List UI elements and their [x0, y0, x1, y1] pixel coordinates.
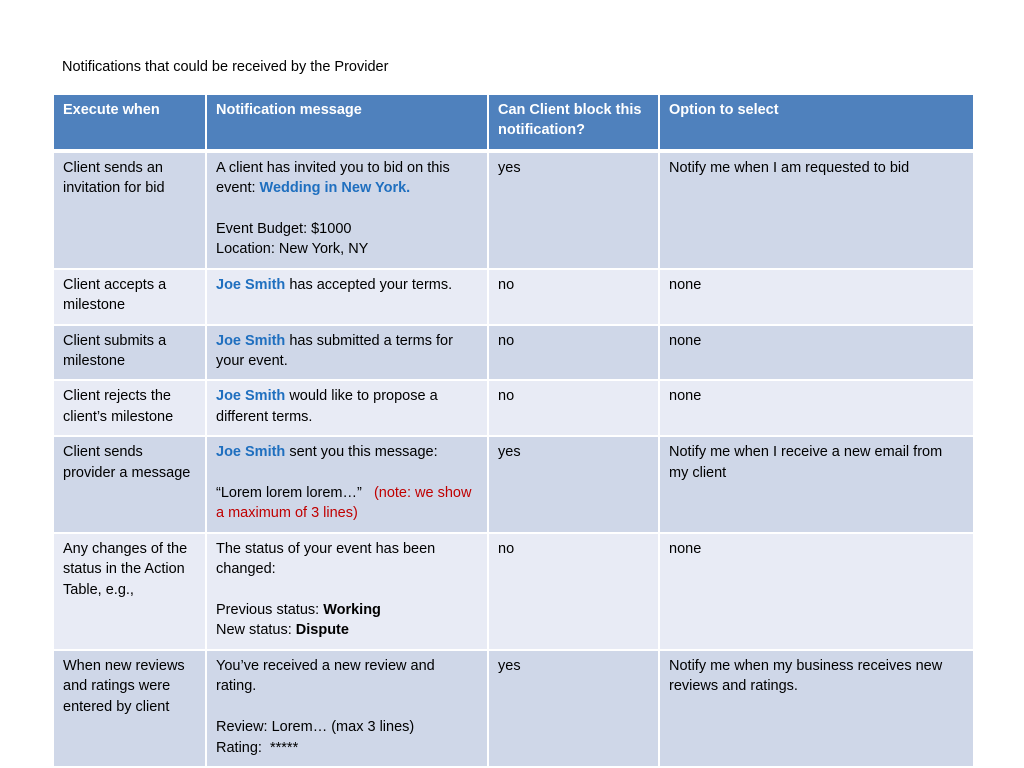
client-name-link[interactable]: Joe Smith — [216, 444, 286, 461]
header-option: Option to select — [659, 94, 974, 151]
message-text: has submitted a terms for your event. — [216, 332, 453, 370]
header-notification-message: Notification message — [206, 94, 488, 151]
client-name-link[interactable]: Joe Smith — [216, 276, 286, 293]
cell-option: none — [659, 533, 974, 650]
page-title: Notifications that could be received by the Provider — [62, 59, 389, 75]
cell-message — [206, 380, 488, 436]
cell-execute-when: Client sends an invitation for bid — [53, 151, 206, 269]
cell-option: Notify me when my business receives new reviews and ratings. — [659, 650, 974, 767]
table-row — [53, 533, 974, 650]
cell-can-block: no — [488, 533, 659, 650]
previous-status-value: Working — [323, 602, 381, 619]
cell-message — [206, 436, 488, 533]
event-link[interactable]: Wedding in New York. — [259, 180, 411, 197]
cell-can-block: no — [488, 380, 659, 436]
cell-option: none — [659, 380, 974, 436]
cell-option: Notify me when I receive a new email from my client — [659, 436, 974, 533]
event-budget: Event Budget: $1000 — [216, 221, 352, 238]
message-text: A client has invited you to bid on this event: — [216, 159, 450, 197]
new-status-value: Dispute — [295, 622, 349, 639]
cell-execute-when: Client submits a milestone — [53, 325, 206, 381]
message-text: has accepted your terms. — [285, 276, 453, 293]
cell-message — [206, 650, 488, 767]
cell-can-block: yes — [488, 650, 659, 767]
message-text: sent you this message: — [285, 444, 438, 461]
table-row — [53, 436, 974, 533]
message-quote: “Lorem lorem lorem…” — [216, 485, 362, 502]
client-name-link[interactable]: Joe Smith — [216, 332, 286, 349]
client-name-link[interactable]: Joe Smith — [216, 388, 286, 405]
table-header-row — [53, 94, 974, 151]
table-row — [53, 151, 974, 269]
cell-option: none — [659, 269, 974, 325]
cell-execute-when: Any changes of the status in the Action Table, e.g., — [53, 533, 206, 650]
table-row — [53, 380, 974, 436]
cell-option: none — [659, 325, 974, 381]
cell-execute-when: When new reviews and ratings were entered by client — [53, 650, 206, 767]
table-row — [53, 650, 974, 767]
previous-status: Previous status: Working — [216, 602, 381, 619]
cell-can-block: no — [488, 269, 659, 325]
message-note: (note: we show a maximum of 3 lines) — [216, 485, 472, 522]
header-can-block: Can Client block this notification? — [488, 94, 659, 151]
cell-message — [206, 269, 488, 325]
notifications-table — [52, 93, 975, 768]
cell-can-block: yes — [488, 151, 659, 269]
header-execute-when: Execute when — [53, 94, 206, 151]
message-text: would like to propose a different terms. — [216, 388, 438, 425]
cell-option: Notify me when I am requested to bid — [659, 151, 974, 269]
message-text: The status of your event has been changed: — [216, 540, 436, 578]
cell-message — [206, 151, 488, 269]
cell-message — [206, 325, 488, 381]
cell-can-block: yes — [488, 436, 659, 533]
table-row — [53, 325, 974, 381]
cell-message — [206, 533, 488, 650]
cell-execute-when: Client sends provider a message — [53, 436, 206, 533]
event-location: Location: New York, NY — [216, 241, 369, 258]
cell-execute-when: Client accepts a milestone — [53, 269, 206, 325]
message-text: You’ve received a new review and rating. — [216, 657, 435, 695]
cell-can-block: no — [488, 325, 659, 381]
review-text: Review: Lorem… (max 3 lines) — [216, 719, 415, 736]
rating-text: Rating: ***** — [216, 739, 299, 756]
cell-execute-when: Client rejects the client’s milestone — [53, 380, 206, 436]
new-status: New status: Dispute — [216, 622, 349, 639]
table-row — [53, 269, 974, 325]
